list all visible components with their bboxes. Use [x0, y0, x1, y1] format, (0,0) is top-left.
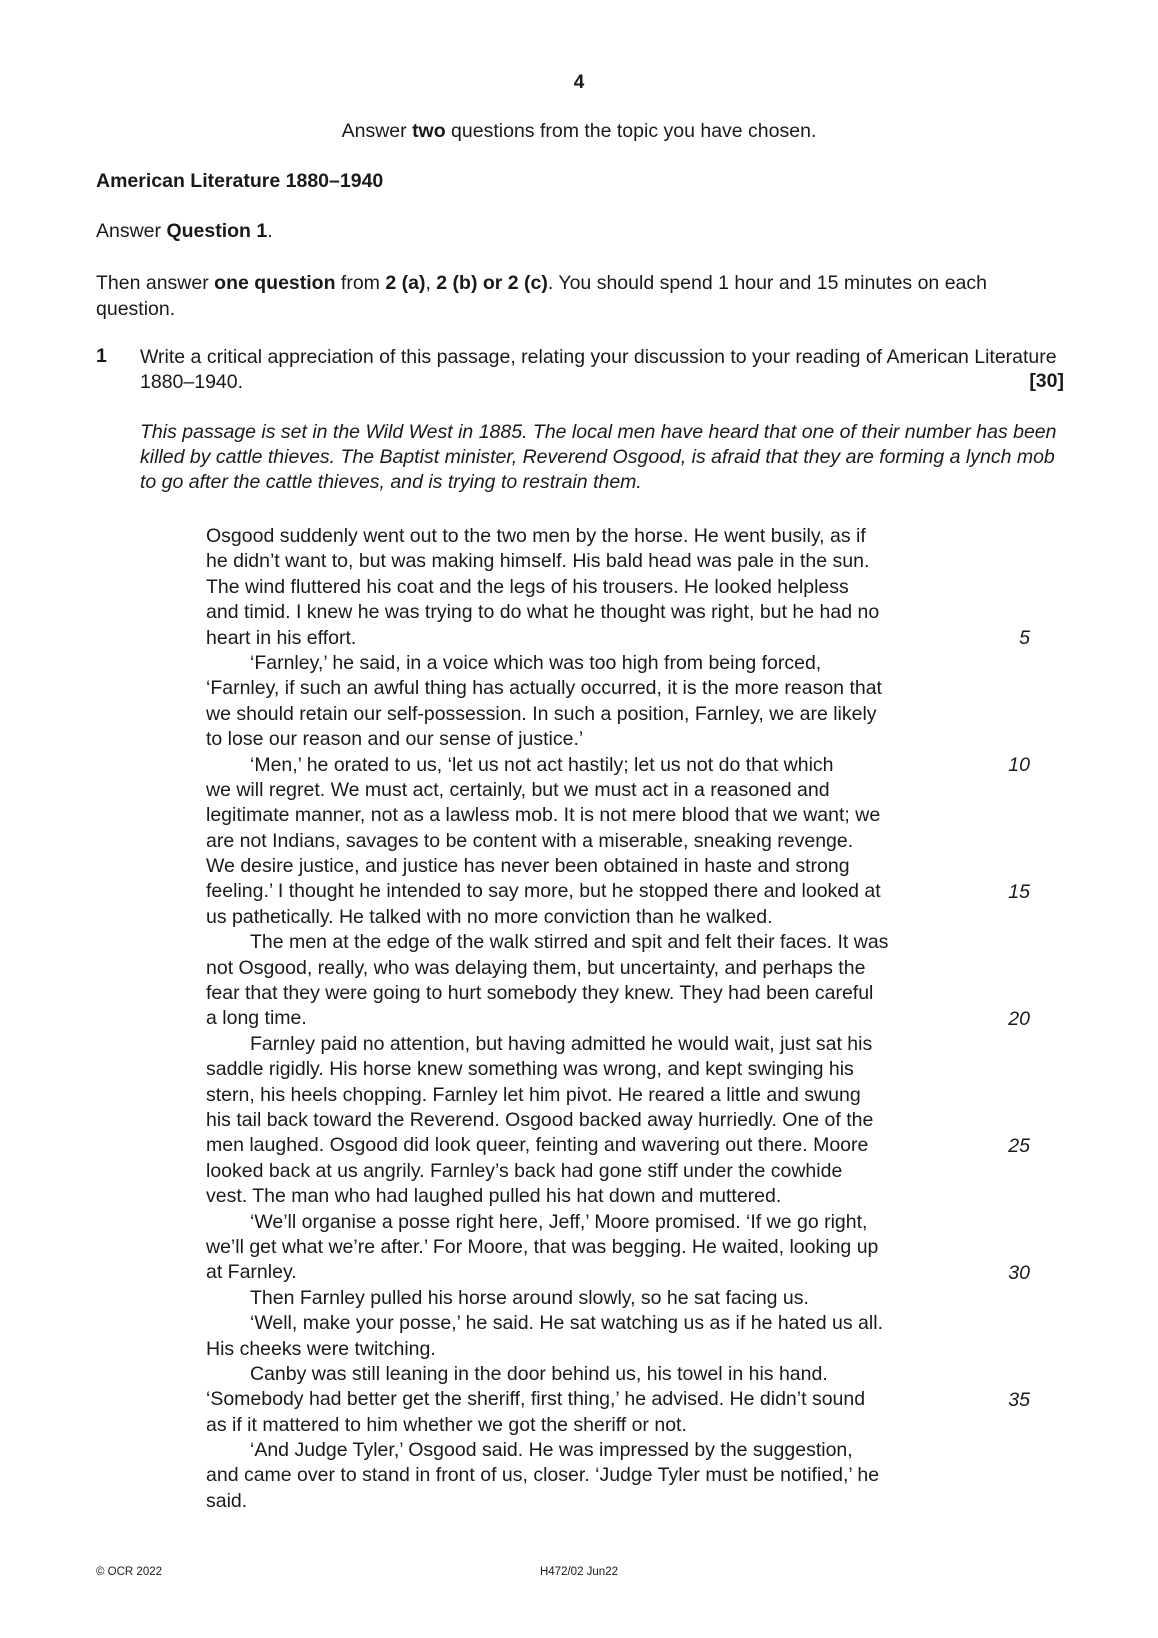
- passage-line: as if it mattered to him whether we got the sheriff or not.: [206, 1413, 687, 1436]
- passage-line: ‘Somebody had better get the sheriff, first thing,’ he advised. He didn’t sound: [206, 1388, 866, 1411]
- passage-line: his tail back toward the Reverend. Osgood backed away hurriedly. One of the: [206, 1108, 874, 1131]
- passage-line: we should retain our self-possession. In such a position, Farnley, we are likely: [206, 702, 877, 725]
- question-text: Write a critical appreciation of this passage, relating your discussion to your reading of American Literature 1880–1940.: [140, 346, 1057, 393]
- question-marks: [30]: [1029, 370, 1064, 392]
- passage-line: ‘Men,’ he orated to us, ‘let us not act hastily; let us not do that which: [250, 753, 834, 776]
- topic-heading: American Literature 1880–1940: [96, 170, 384, 192]
- passage-line: us pathetically. He talked with no more conviction than he walked.: [206, 905, 773, 928]
- line-number-25: 25: [1008, 1134, 1030, 1157]
- passage-line: fear that they were going to hurt somebody they knew. They had been careful: [206, 982, 874, 1005]
- line-number-30: 30: [1008, 1261, 1030, 1284]
- passage-line: said.: [206, 1489, 248, 1512]
- passage-line: ‘Farnley, if such an awful thing has actually occurred, it is the more reason that: [206, 677, 882, 700]
- passage-line: he didn’t want to, but was making himself. His bald head was pale in the sun.: [206, 550, 870, 573]
- line-number-10: 10: [1008, 753, 1030, 776]
- passage-line: at Farnley.: [206, 1261, 297, 1284]
- passage-line: Canby was still leaning in the door behind us, his towel in his hand.: [250, 1362, 828, 1385]
- passage-line: stern, his heels chopping. Farnley let him pivot. He reared a little and swung: [206, 1083, 861, 1106]
- passage-line: heart in his effort.: [206, 626, 357, 649]
- passage-line: men laughed. Osgood did look queer, feinting and wavering out there. Moore: [206, 1134, 869, 1157]
- passage-line: we will regret. We must act, certainly, but we must act in a reasoned and: [206, 778, 830, 801]
- passage-line: Osgood suddenly went out to the two men by the horse. He went busily, as if: [206, 525, 866, 547]
- footer-copyright: © OCR 2022: [96, 1566, 163, 1578]
- page-number: 4: [573, 72, 585, 93]
- passage-line: feeling.’ I thought he intended to say more, but he stopped there and looked at: [206, 880, 881, 903]
- passage-line: ‘Farnley,’ he said, in a voice which was too high from being forced,: [250, 651, 822, 674]
- passage-line: looked back at us angrily. Farnley’s back had gone stiff under the cowhide: [206, 1159, 843, 1182]
- passage-line: to lose our reason and our sense of justice.’: [206, 728, 584, 751]
- passage-line: Then Farnley pulled his horse around slowly, so he sat facing us.: [250, 1286, 809, 1309]
- passage-line: The men at the edge of the walk stirred and spit and felt their faces. It was: [250, 931, 889, 954]
- passage-line: and came over to stand in front of us, closer. ‘Judge Tyler must be notified,’ he: [206, 1464, 880, 1487]
- line-number-5: 5: [1019, 626, 1030, 649]
- passage-line: Farnley paid no attention, but having admitted he would wait, just sat his: [250, 1032, 873, 1055]
- answer-question-1-instruction: Answer Question 1.: [96, 220, 273, 242]
- passage-line: and timid. I knew he was trying to do what he thought was right, but he had no: [206, 601, 880, 624]
- instruction-line: Answer two questions from the topic you have chosen.: [341, 120, 817, 142]
- passage-line: ‘And Judge Tyler,’ Osgood said. He was impressed by the suggestion,: [250, 1439, 853, 1462]
- passage-line: We desire justice, and justice has never been obtained in haste and strong: [206, 855, 850, 878]
- then-answer-instruction: Then answer one question from 2 (a), 2 (b) or 2 (c). You should spend 1 hour and 15 minutes on each question.: [96, 272, 987, 320]
- passage-line: not Osgood, really, who was delaying them, but uncertainty, and perhaps the: [206, 956, 866, 979]
- footer-paper-code: H472/02 Jun22: [539, 1566, 618, 1578]
- passage-line: are not Indians, savages to be content with a miserable, sneaking revenge.: [206, 829, 854, 852]
- line-number-20: 20: [1008, 1007, 1030, 1030]
- passage-line: saddle rigidly. His horse knew something was wrong, and kept swinging his: [206, 1058, 854, 1081]
- passage: [206, 524, 966, 1514]
- passage-line: The wind fluttered his coat and the legs of his trousers. He looked helpless: [206, 575, 849, 598]
- passage-line: vest. The man who had laughed pulled his hat down and muttered.: [206, 1185, 782, 1208]
- passage-line: ‘We’ll organise a posse right here, Jeff,’ Moore promised. ‘If we go right,: [250, 1210, 868, 1233]
- passage-line: we’ll get what we’re after.’ For Moore, that was begging. He waited, looking up: [206, 1235, 879, 1258]
- passage-line: legitimate manner, not as a lawless mob. It is not mere blood that we want; we: [206, 804, 881, 827]
- line-number-15: 15: [1008, 880, 1030, 903]
- passage-line: a long time.: [206, 1007, 307, 1030]
- passage-intro: This passage is set in the Wild West in 1885. The local men have heard that one of their number has been killed by cattle thieves. The Baptist minister, Reverend Osgood, is afraid that they are forming a lynch mob to go after the cattle thieves, and is trying to restrain them.: [140, 421, 1057, 493]
- question-number: 1: [96, 345, 107, 367]
- passage-line: His cheeks were twitching.: [206, 1337, 436, 1360]
- passage-line: ‘Well, make your posse,’ he said. He sat watching us as if he hated us all.: [250, 1312, 883, 1335]
- line-number-35: 35: [1008, 1388, 1030, 1411]
